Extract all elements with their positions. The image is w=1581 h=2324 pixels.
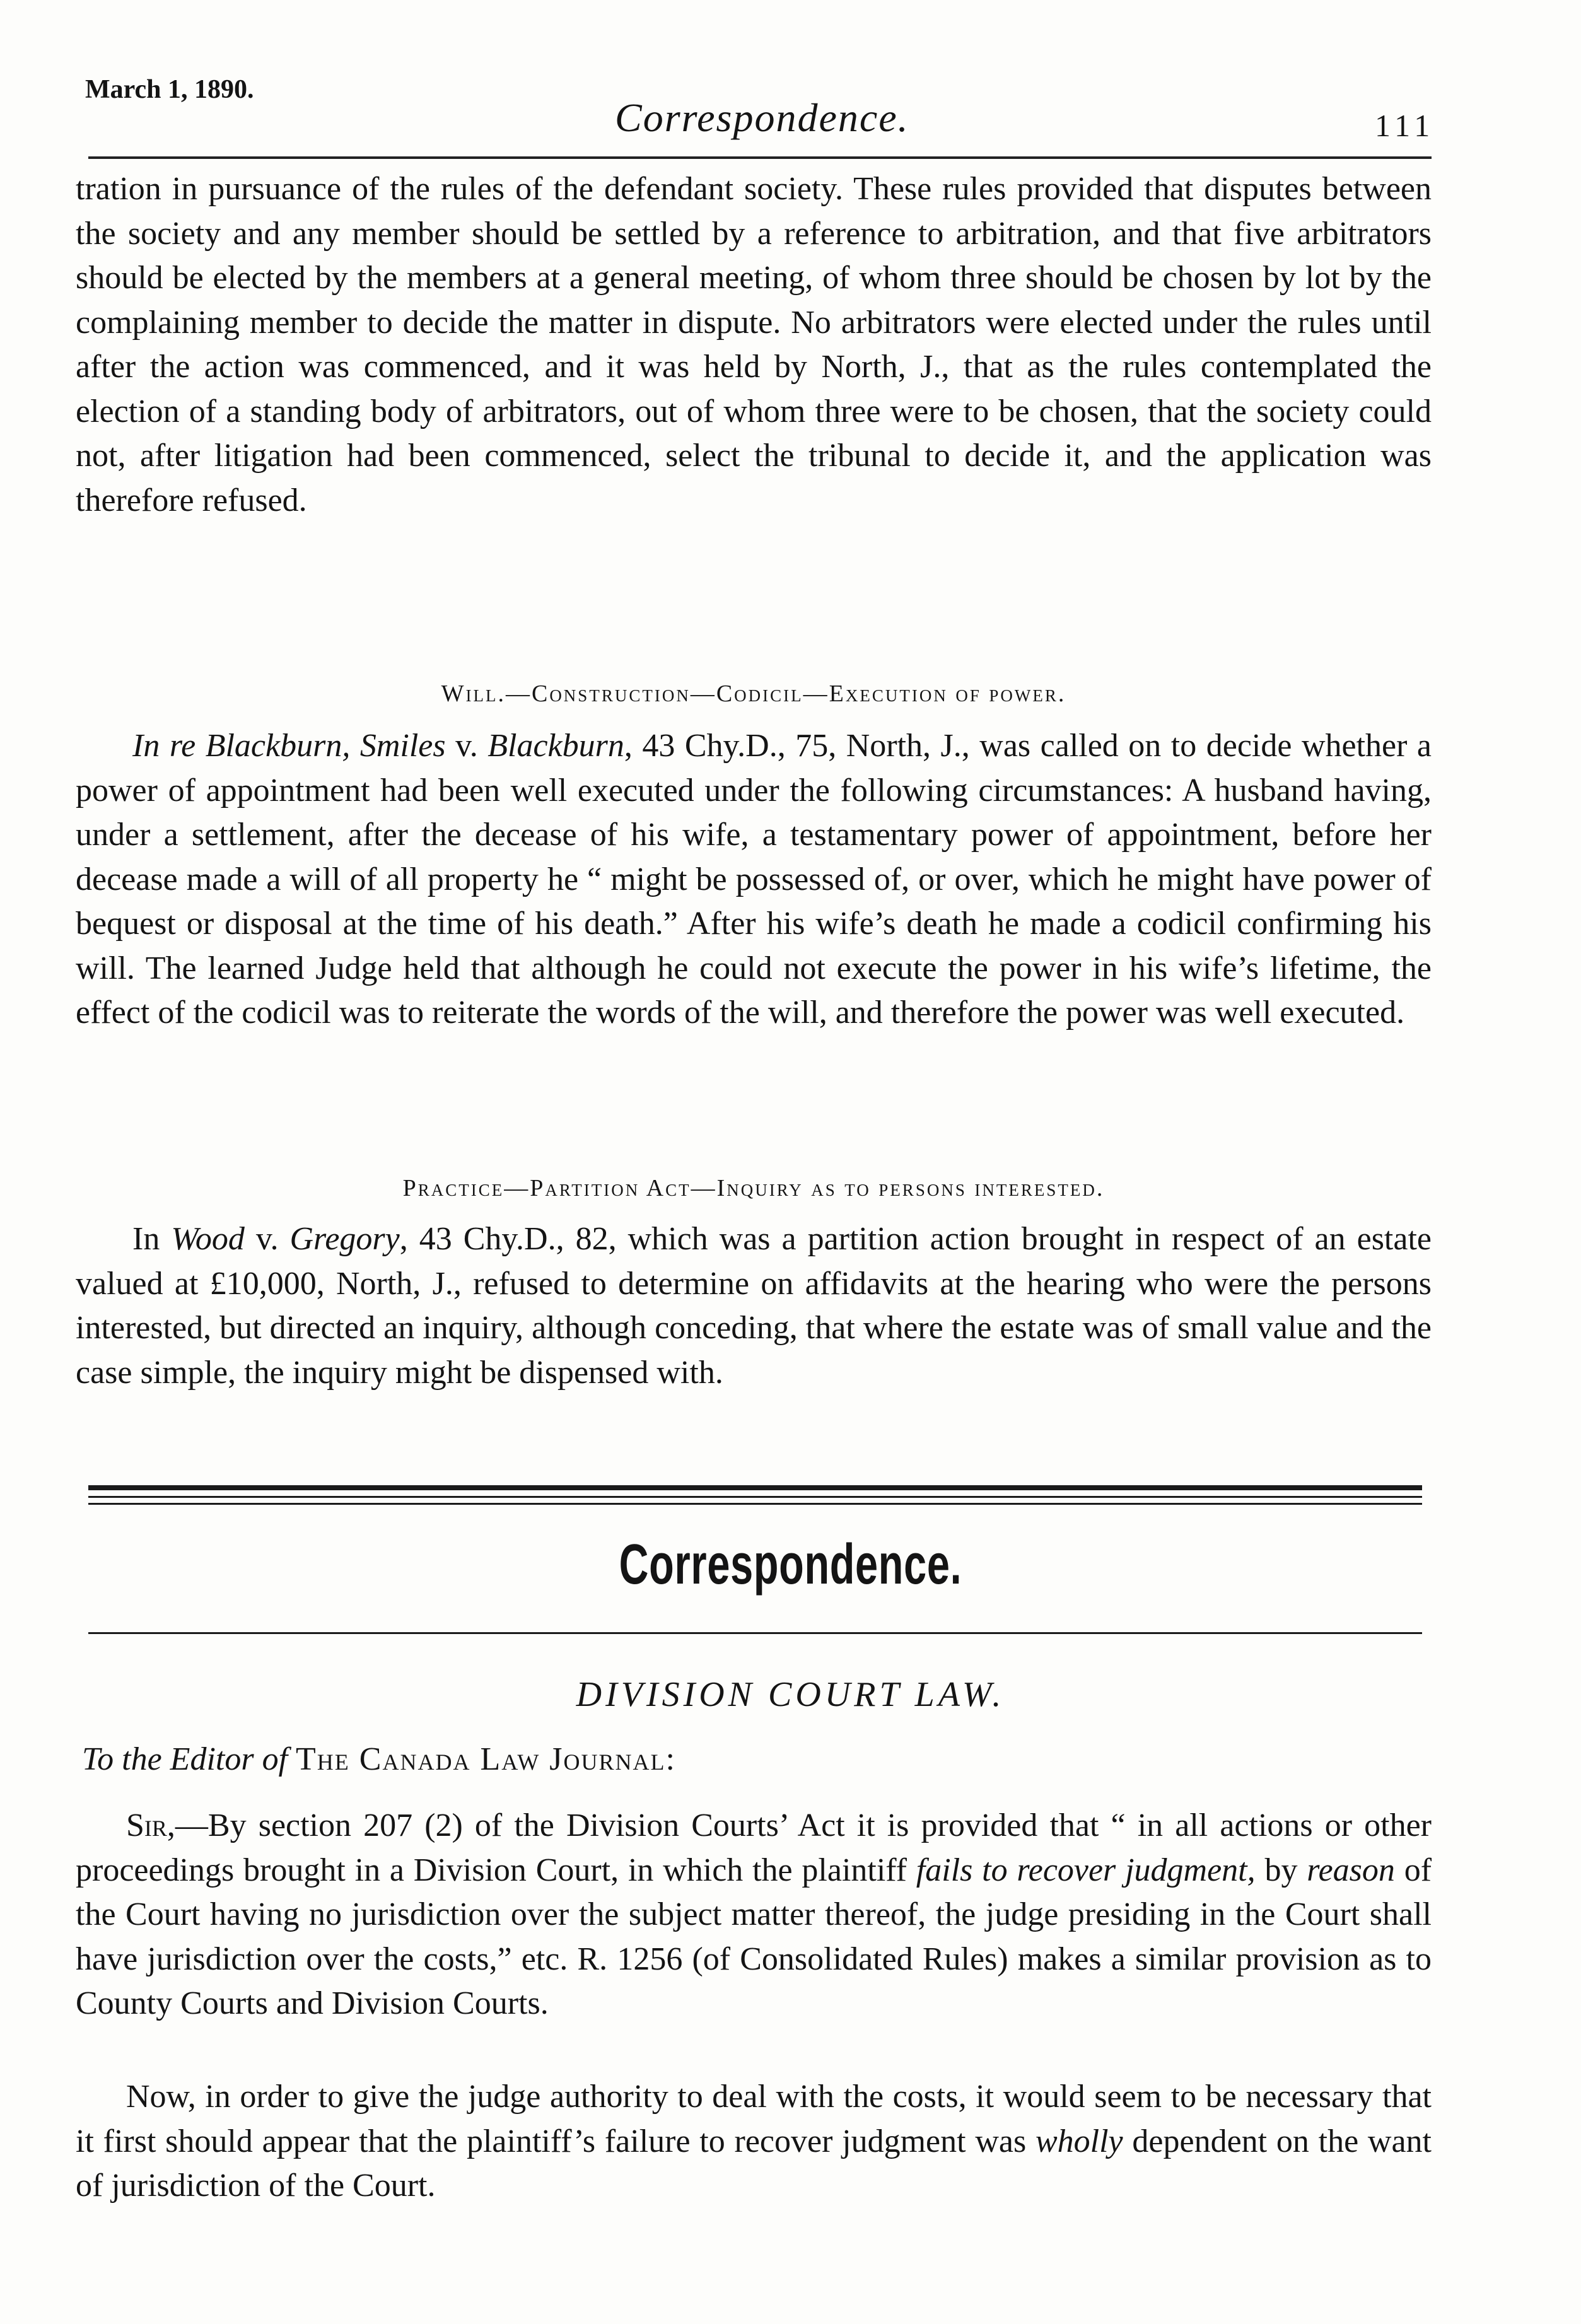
will-section-heading: Will.—Construction—Codicil—Execution of power. xyxy=(441,680,1066,707)
letter-sir: Sir, xyxy=(126,1807,175,1843)
letter-text-1a: —By section 207 (2) of the Division Courts’ Act it is provided that “ in all actions or other proceedings brought in a Division Court, in which the plaintiff xyxy=(76,1807,1432,1888)
letter-emphasis-3: wholly xyxy=(1035,2123,1123,2159)
header-rule xyxy=(88,156,1432,159)
letter-title: DIVISION COURT LAW. xyxy=(576,1675,1005,1714)
practice-case-lead: In xyxy=(132,1221,172,1257)
practice-case-party: Gregory xyxy=(289,1221,400,1257)
section-divider-thin xyxy=(88,1503,1422,1505)
salutation-prefix: To the Editor of xyxy=(82,1741,296,1777)
running-title: Correspondence. xyxy=(615,95,909,140)
section-divider-thin xyxy=(88,1496,1422,1498)
letter-paragraph-1 xyxy=(76,1804,1432,2026)
arbitration-paragraph xyxy=(76,167,1432,523)
letter-emphasis-2: reason xyxy=(1307,1852,1395,1888)
letter-text-1b: by xyxy=(1255,1852,1307,1888)
practice-case-name: Wood xyxy=(171,1221,245,1257)
section-divider-thick xyxy=(88,1485,1422,1490)
arbitration-text: tration in pursuance of the rules of the defendant society. These rules provided that disputes between the society and any member should be settled by a reference to arbitration, and that five arbitrators should be elected by the members at a general meeting, of whom three should be chosen by lot by the complaining member to decide the matter in dispute. No arbitrators were elected under the rules until after the action was commenced, and it was held by North, J., that as the rules contemplated the election of a standing body of arbitrators, out of whom three were to be chosen, that the society could not, after litigation had been commenced, select the tribunal to decide it, and the application was therefore refused. xyxy=(76,171,1432,518)
practice-paragraph xyxy=(76,1217,1432,1395)
salutation-journal: The Canada Law Journal: xyxy=(296,1741,676,1777)
practice-text: , 43 Chy.D., 82, which was a partition action brought in respect of an estate valued at £10,000, North, J., refused to determine on affidavits at the hearing who were the persons interested, but directed an inquiry, although conceding, that where the estate was of small value and the case simple, the inquiry might be dispensed with. xyxy=(76,1221,1432,1391)
will-case-versus: v. xyxy=(445,728,488,764)
letter-emphasis-1: fails to recover judgment, xyxy=(916,1852,1256,1888)
correspondence-rule xyxy=(88,1632,1422,1634)
page-number: 111 xyxy=(1375,108,1435,143)
salutation xyxy=(82,1741,1438,1778)
will-text: , 43 Chy.D., 75, North, J., was called on to decide whether a power of appointment had been well executed under the following circumstances: A husband having, under a settlement, after the decease of his wife, a testamentary power of appointment, before her decease made a will of all property he “ might be possessed of, or over, which he might have power of bequest or disposal at the time of his death.” After his wife’s death he made a codicil confirming his will. The learned Judge held that although he could not execute the power in his wife’s lifetime, the effect of the codicil was to reiterate the words of the will, and therefore the power was well executed. xyxy=(76,728,1432,1031)
header-date: March 1, 1890. xyxy=(85,75,254,104)
letter-text-2b: dependent on the want of jurisdiction of the Court. xyxy=(76,2123,1432,2204)
will-paragraph xyxy=(76,724,1432,1036)
letter-text-2a: Now, in order to give the judge authority to deal with the costs, it would seem to be necessary that it first should appear that the plaintiff’s failure to recover judgment was xyxy=(76,2079,1432,2159)
letter-text-1c: of the Court having no jurisdiction over the subject matter thereof, the judge presiding in the Court shall have jurisdiction over the costs,” etc. R. 1256 (of Consolidated Rules) makes a similar provision as to County Courts and Division Courts. xyxy=(76,1852,1432,2021)
letter-paragraph-2 xyxy=(76,2075,1432,2209)
practice-section-heading: Practice—Partition Act—Inquiry as to persons interested. xyxy=(402,1175,1105,1201)
practice-case-versus: v. xyxy=(244,1221,290,1257)
will-case-name: In re Blackburn, Smiles xyxy=(132,728,446,764)
will-case-party: Blackburn xyxy=(487,728,624,764)
correspondence-title: Correspondence. xyxy=(619,1533,962,1596)
